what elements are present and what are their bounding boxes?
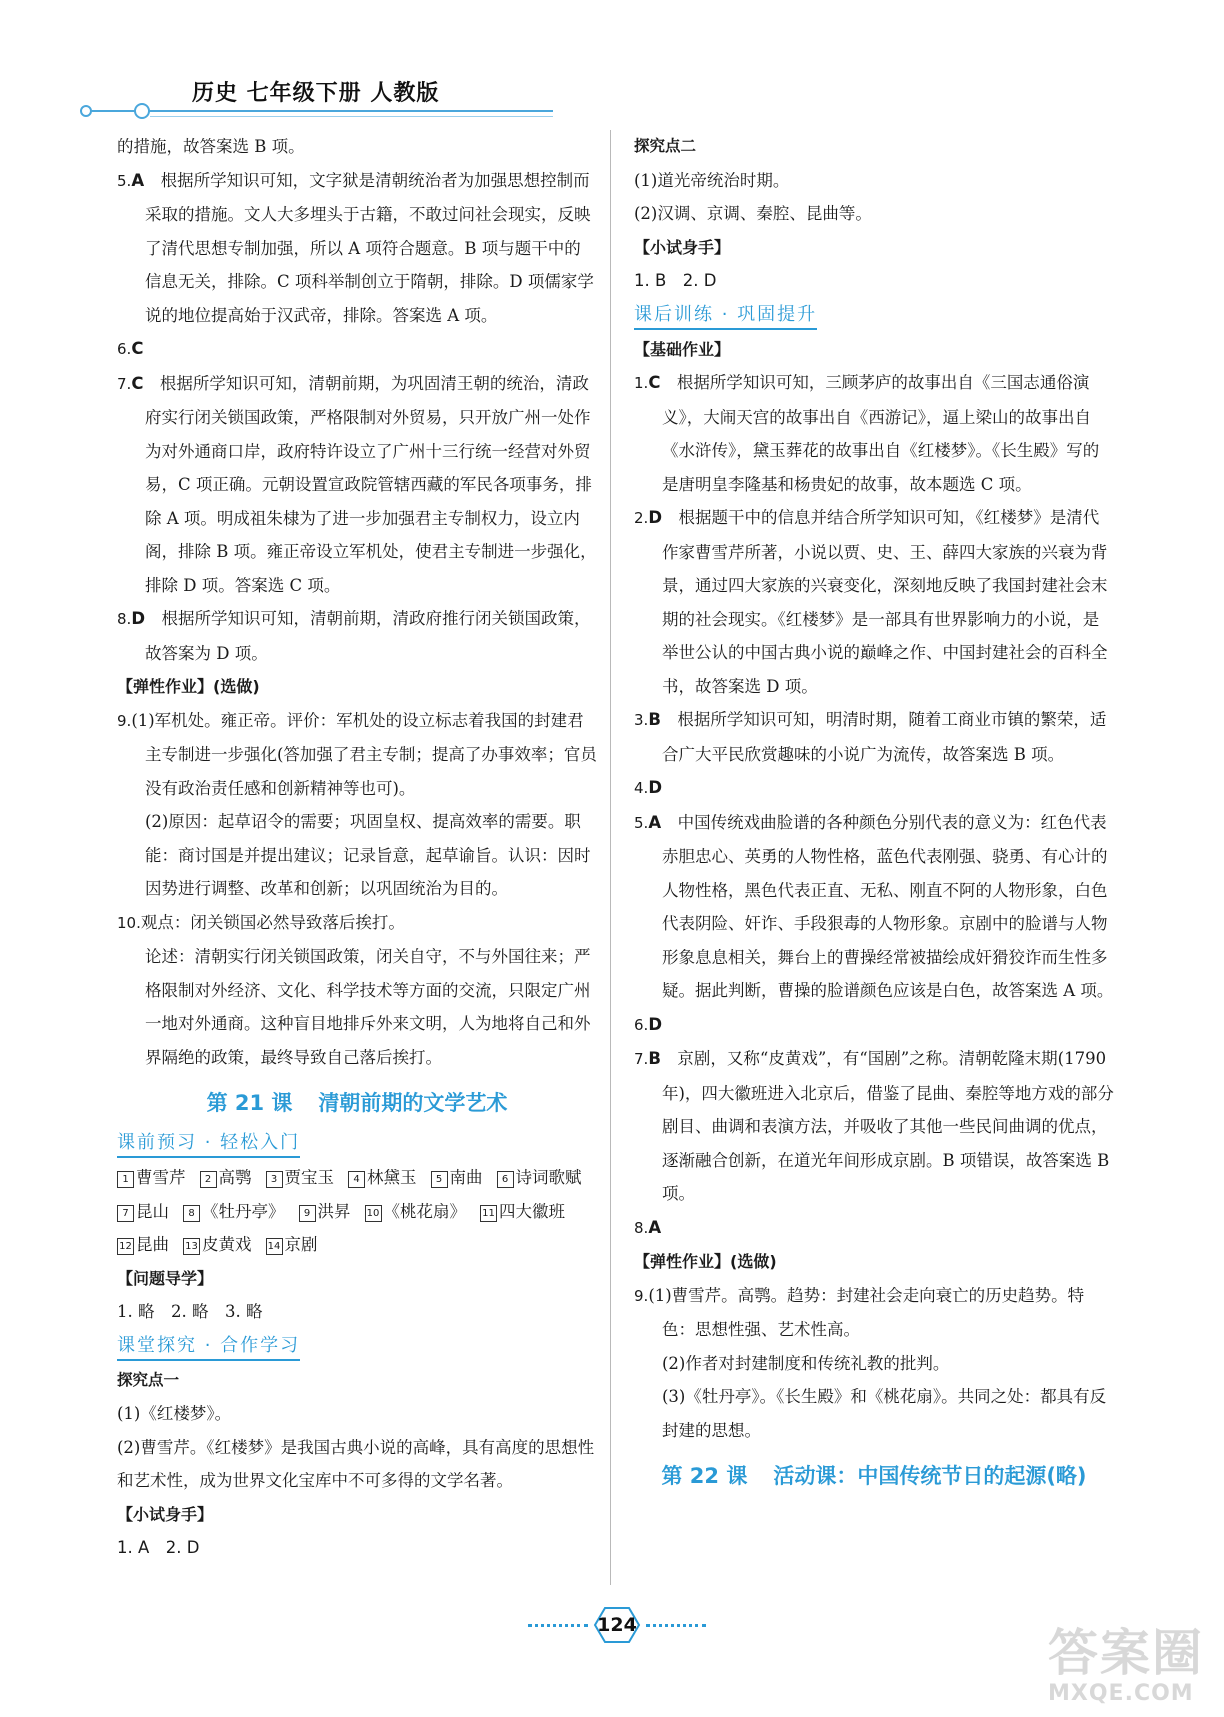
basic-item-1: 1.C 根据所学知识可知，三顾茅庐的故事出自《三国志通俗演义》，大闹天宫的故事出自《西游记》，逼上梁山的故事出自《水浒传》，黛玉葬花的故事出自《红楼梦》。《长生殿》写的是唐明皇李隆基和杨贵妃的故事，故本题选 C 项。 (634, 373, 1100, 494)
number-box-icon: 14 (266, 1238, 283, 1255)
class-section-heading: 课堂探究 · 合作学习 (117, 1333, 300, 1361)
preview-answer-item (365, 1202, 467, 1221)
question-guide-label: 【问题导学】 (117, 1268, 214, 1288)
lesson-22-title: 第 22 课 活动课：中国传统节日的起源(略) (661, 1464, 1087, 1488)
number-box-icon: 3 (266, 1171, 283, 1188)
answer-item-7: 7.C 根据所学知识可知，清朝前期，为巩固清王朝的统治，清政府实行闭关锁国政策，严格限制对外贸易，只开放广州一处作为对外通商口岸，政府特许设立了广州十三行统一经营对外贸易，C 项正确。元朝设置宣政院管辖西藏的军民各项事务，排除 A 项。明成祖朱棣为了进一步加强君主专制权力，设立内阁，排除 B 项。雍正帝设立军机处，使君主专制进一步强化，排除 D 项。答案选 C 项。 (117, 373, 597, 595)
right-column (634, 130, 1114, 1499)
answer-item-10-part1: 10.观点：闭关锁国必然导致落后挨打。 (117, 912, 405, 932)
preview-answer-text: 《桃花扇》 (383, 1201, 466, 1221)
basic-item-3: 3.B 根据所学知识可知，明清时期，随着工商业市镇的繁荣，适合广大平民欣赏趣味的小说广为流传，故答案选 B 项。 (634, 710, 1107, 764)
explore-point-2: 探究点二 (634, 137, 697, 155)
basic-item-4: 4.D (634, 778, 663, 797)
preview-answer-item (431, 1168, 483, 1187)
answer-item-6: 6.C (117, 339, 144, 358)
preview-answer-item (497, 1168, 582, 1187)
explore-point-1: 探究点一 (117, 1370, 180, 1389)
number-box-icon: 9 (299, 1205, 316, 1222)
explore-point-1-answer-2: (2)曹雪芹。《红楼梦》是我国古典小说的高峰，具有高度的思想性和艺术性，成为世界文化宝库中不可多得的文学名著。 (117, 1437, 595, 1490)
question-guide-answers: 1. 略 2. 略 3. 略 (117, 1302, 263, 1321)
preview-answer-item (117, 1202, 169, 1221)
preview-answers (117, 1161, 597, 1262)
number-box-icon: 2 (200, 1171, 217, 1188)
preview-answer-text: 昆山 (136, 1201, 169, 1221)
preview-section-heading: 课前预习 · 轻松入门 (117, 1130, 300, 1158)
basic-item-7: 7.B 京剧，又称“皮黄戏”，有“国剧”之称。清朝乾隆末期(1790 年)，四大徽班进入北京后，借鉴了昆曲、秦腔等地方戏的部分剧目、曲调和表演方法，并吸收了其他一些民间曲调的优点，逐渐融合创新，在道光年间形成京剧。B 项错误，故答案选 B 项。 (634, 1049, 1114, 1203)
number-box-icon: 4 (348, 1171, 365, 1188)
preview-answer-text: 诗词歌赋 (515, 1168, 582, 1187)
number-box-icon: 5 (431, 1171, 448, 1188)
preview-answer-text: 昆曲 (136, 1235, 169, 1254)
preview-answer-item (266, 1168, 335, 1187)
preview-answer-text: 曹雪芹 (136, 1168, 186, 1187)
try-answers-right: 1. B 2. D (634, 271, 717, 290)
basic-item-5: 5.A 中国传统戏曲脸谱的各种颜色分别代表的意义为：红色代表赤胆忠心、英勇的人物性格，蓝色代表刚强、骁勇、有心计的人物性格，黑色代表正直、无私、刚直不阿的人物形象，白色代表阴险、奸诈、手段狠毒的人物形象。京剧中的脸谱与人物形象息息相关，舞台上的曹操经常被描绘成奸猾狡诈而生性多疑。据此判断，曹操的脸谱颜色应该是白色，故答案选 A 项。 (634, 812, 1114, 1000)
try-answers-left: 1. A 2. D (117, 1538, 200, 1557)
watermark-text: 答案圈 (1048, 1624, 1204, 1682)
answer-item-10-part2: 论述：清朝实行闭关锁国政策，闭关自守，不与外国往来；严格限制对外经济、文化、科学技术等方面的交流，只限定广州一地对外通商。这种盲目地排斥外来文明，人为地将自己和外界隔绝的政策，最终导致自己落后挨打。 (145, 947, 591, 1067)
elastic-item-9-part3: (3)《牡丹亭》。《长生殿》和《桃花扇》。共同之处：都具有反封建的思想。 (662, 1387, 1107, 1440)
elastic-item-9-part2: (2)作者对封建制度和传统礼教的批判。 (662, 1353, 950, 1373)
number-box-icon: 8 (183, 1205, 200, 1222)
explore-point-2-answer-1: (1)道光帝统治时期。 (634, 170, 790, 190)
basic-item-6: 6.D (634, 1014, 663, 1034)
preview-answer-item (117, 1168, 186, 1187)
preview-answer-text: 贾宝玉 (284, 1168, 334, 1187)
header-rule (88, 110, 553, 112)
basic-item-2: 2.D 根据题干中的信息并结合所学知识可知，《红楼梦》是清代作家曹雪芹所著，小说以贾、史、王、薛四大家族的兴衰为背景，通过四大家族的兴衰变化，深刻地反映了我国封建社会末期的社会现实。《红楼梦》是一部具有世界影响力的小说，是举世公认的中国古典小说的巅峰之作、中国封建社会的百科全书，故答案选 D 项。 (634, 508, 1108, 696)
elastic-item-9-part1: 9.(1)曹雪芹。高鹗。趋势：封建社会走向衰亡的历史趋势。特色：思想性强、艺术性高。 (634, 1285, 1085, 1339)
preview-answer-item (117, 1235, 169, 1254)
try-label-right: 【小试身手】 (634, 237, 731, 257)
basic-homework-label: 【基础作业】 (634, 339, 731, 359)
elastic-homework-label: 【弹性作业】(选做) (117, 677, 260, 696)
preview-answer-item (183, 1235, 252, 1254)
after-class-section-heading: 课后训练 · 巩固提升 (634, 302, 817, 330)
preview-answer-item (200, 1168, 252, 1187)
answer-continuation: 的措施，故答案选 B 项。 (117, 137, 305, 156)
left-column (117, 130, 597, 1565)
number-box-icon: 6 (497, 1171, 514, 1188)
explore-point-2-answer-2: (2)汉调、京调、秦腔、昆曲等。 (634, 204, 872, 223)
footer-dots-left (528, 1624, 588, 1627)
answer-item-5: 5.A 根据所学知识可知，文字狱是清朝统治者为加强思想控制而采取的措施。文人大多埋头于古籍，不敢过问社会现实，反映了清代思想专制加强，所以 A 项符合题意。B 项与题干中的信息无关，排除。C 项科举制创立于隋朝，排除。D 项儒家学说的地位提高始于汉武帝，排除。答案选 A 项。 (117, 170, 594, 325)
footer-dots-right (646, 1624, 706, 1627)
page-footer (0, 1600, 1224, 1650)
answer-item-9-part2: (2)原因：起草诏令的需要；巩固皇权、提高效率的需要。职能：商讨国是并提出建议；记录旨意，起草谕旨。认识：因时因势进行调整、改革和创新；以巩固统治为目的。 (145, 812, 591, 898)
number-box-icon: 11 (480, 1205, 497, 1222)
watermark-logo (1048, 1625, 1218, 1713)
explore-point-1-answer-1: (1)《红楼梦》。 (117, 1404, 232, 1423)
number-box-icon: 13 (183, 1238, 200, 1255)
answer-item-9-part1: 9.(1)军机处。雍正帝。评价：军机处的设立标志着我国的封建君主专制进一步强化(答加强了君主专制；提高了办事效率；官员没有政治责任感和创新精神等也可)。 (117, 710, 597, 798)
preview-answer-text: 京剧 (284, 1235, 318, 1254)
number-box-icon: 1 (117, 1171, 134, 1188)
header-dot-large (134, 103, 150, 119)
number-box-icon: 7 (117, 1205, 134, 1222)
preview-answer-text: 皮黄戏 (202, 1235, 252, 1254)
preview-answer-item (299, 1202, 351, 1221)
preview-answer-text: 高鹗 (218, 1168, 252, 1187)
column-divider (610, 130, 611, 1585)
header-title: 历史 七年级下册 人教版 (192, 81, 440, 106)
header-rule-thin (150, 116, 553, 117)
basic-item-8: 8.A (634, 1217, 662, 1237)
preview-answer-text: 林黛玉 (367, 1168, 417, 1187)
try-label-left: 【小试身手】 (117, 1504, 214, 1524)
page-number: 124 (597, 1614, 637, 1636)
preview-answer-text: 《牡丹亭》 (202, 1201, 285, 1221)
preview-answer-item (266, 1235, 318, 1254)
elastic-homework-label-right: 【弹性作业】(选做) (634, 1252, 777, 1271)
preview-answer-text: 洪昇 (317, 1201, 351, 1221)
preview-answer-text: 四大徽班 (499, 1201, 565, 1221)
preview-answer-item (348, 1168, 417, 1187)
number-box-icon: 12 (117, 1238, 134, 1255)
lesson-21-title: 第 21 课 清朝前期的文学艺术 (206, 1091, 508, 1115)
preview-answer-item (480, 1202, 565, 1221)
answer-item-8: 8.D 根据所学知识可知，清朝前期，清政府推行闭关锁国政策，故答案为 D 项。 (117, 609, 591, 663)
preview-answer-text: 南曲 (449, 1168, 483, 1187)
watermark-url: MXQE.COM (1048, 1681, 1194, 1706)
header-dot-small (80, 105, 92, 117)
number-box-icon: 10 (365, 1205, 382, 1222)
preview-answer-item (183, 1202, 285, 1221)
